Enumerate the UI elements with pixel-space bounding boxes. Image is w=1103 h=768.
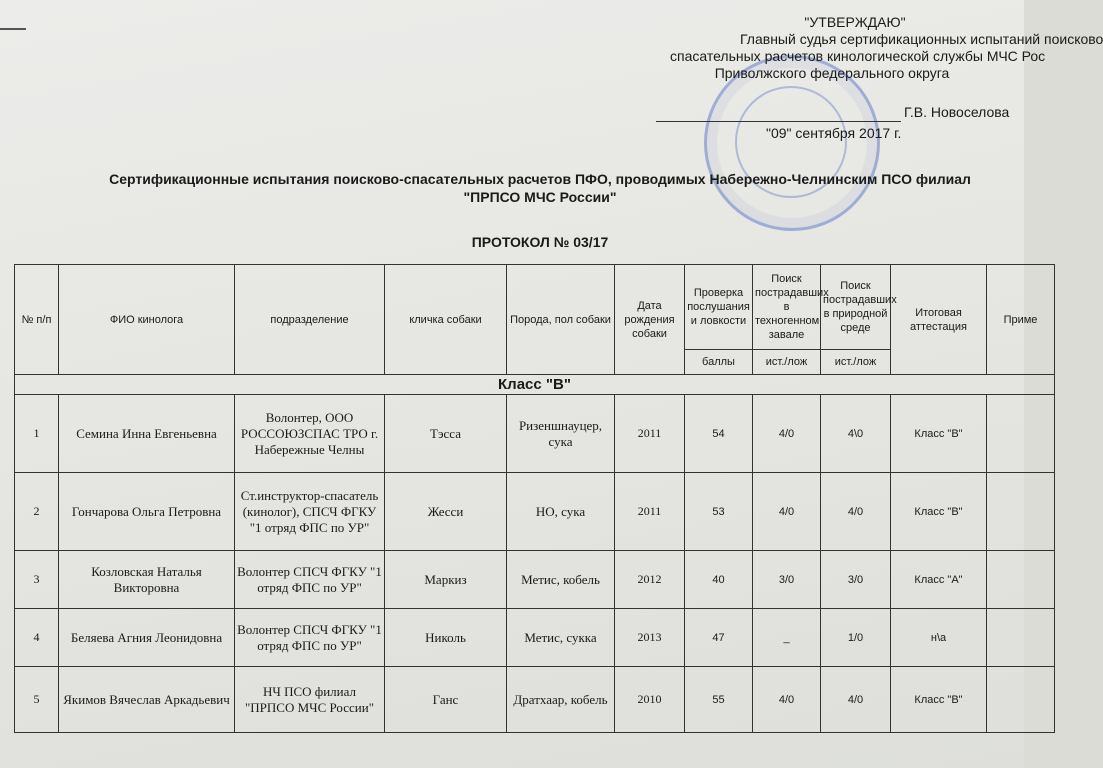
- cell-rubble: 4/0: [753, 667, 821, 733]
- results-table: [14, 264, 1055, 733]
- table-row: [15, 667, 1055, 733]
- header-search-nature: Поиск пострадавших в природной среде: [821, 265, 891, 350]
- cell-breed: Метис, сукка: [507, 609, 615, 667]
- cell-breed: Метис, кобель: [507, 551, 615, 609]
- cell-nature: 4/0: [821, 667, 891, 733]
- approval-line-3: Приволжского федерального округа: [714, 65, 950, 81]
- header-search-rubble: Поиск пострадавших в техногенном завале: [753, 265, 821, 350]
- cell-fio: Козловская Наталья Викторовна: [59, 551, 235, 609]
- cell-unit: Волонтер СПСЧ ФГКУ "1 отряд ФПС по УР": [235, 551, 385, 609]
- approval-date: "09" сентября 2017 г.: [766, 125, 902, 141]
- signer-name: Г.В. Новоселова: [904, 104, 1010, 120]
- cell-fio: Беляева Агния Леонидовна: [59, 609, 235, 667]
- cell-year: 2011: [615, 395, 685, 473]
- signature-line: [656, 121, 901, 122]
- cell-year: 2011: [615, 473, 685, 551]
- header-note: Приме: [987, 265, 1055, 375]
- header-fio: ФИО кинолога: [59, 265, 235, 375]
- cell-num: 3: [15, 551, 59, 609]
- cell-obedience: 53: [685, 473, 753, 551]
- cell-result: Класс "А": [891, 551, 987, 609]
- header-dog: кличка собаки: [385, 265, 507, 375]
- cell-year: 2010: [615, 667, 685, 733]
- cell-breed: Дратхаар, кобель: [507, 667, 615, 733]
- cell-breed: Ризеншнауцер, сука: [507, 395, 615, 473]
- cell-rubble: _: [753, 609, 821, 667]
- cell-result: н\а: [891, 609, 987, 667]
- cell-fio: Семина Инна Евгеньевна: [59, 395, 235, 473]
- cell-num: 1: [15, 395, 59, 473]
- cell-num: 5: [15, 667, 59, 733]
- cell-nature: 1/0: [821, 609, 891, 667]
- cell-num: 2: [15, 473, 59, 551]
- title-line-1: Сертификационные испытания поисково-спасательных расчетов ПФО, проводимых Набережно-Челнинским ПСО филиал: [109, 171, 971, 187]
- cell-dog: Маркиз: [385, 551, 507, 609]
- cell-nature: 4\0: [821, 395, 891, 473]
- cell-unit: Волонтер, ООО РОССОЮЗСПАС ТРО г. Набережные Челны: [235, 395, 385, 473]
- header-breed: Порода, пол собаки: [507, 265, 615, 375]
- class-row: [15, 375, 1055, 395]
- cell-num: 4: [15, 609, 59, 667]
- unit-search-nature: ист./лож: [821, 350, 891, 375]
- approval-heading: "УТВЕРЖДАЮ": [804, 14, 906, 30]
- cell-breed: НО, сука: [507, 473, 615, 551]
- edge-mark: [0, 28, 26, 30]
- table-row: [15, 473, 1055, 551]
- unit-search-rubble: ист./лож: [753, 350, 821, 375]
- cell-rubble: 4/0: [753, 395, 821, 473]
- cell-nature: 3/0: [821, 551, 891, 609]
- cell-dog: Тэсса: [385, 395, 507, 473]
- cell-obedience: 40: [685, 551, 753, 609]
- table-row: [15, 551, 1055, 609]
- cell-note: [987, 473, 1055, 551]
- header-row: [15, 265, 1055, 350]
- cell-fio: Якимов Вячеслав Аркадьевич: [59, 667, 235, 733]
- class-label: Класс "В": [15, 375, 1055, 395]
- cell-year: 2012: [615, 551, 685, 609]
- cell-unit: НЧ ПСО филиал "ПРПСО МЧС России": [235, 667, 385, 733]
- unit-obedience: баллы: [685, 350, 753, 375]
- protocol-number: ПРОТОКОЛ № 03/17: [471, 234, 609, 250]
- cell-note: [987, 551, 1055, 609]
- cell-obedience: 47: [685, 609, 753, 667]
- header-unit: подразделение: [235, 265, 385, 375]
- document-title: [40, 170, 1040, 206]
- cell-note: [987, 609, 1055, 667]
- cell-rubble: 3/0: [753, 551, 821, 609]
- table-row: [15, 609, 1055, 667]
- cell-dog: Ганс: [385, 667, 507, 733]
- approval-line-2: спасательных расчетов кинологической службы МЧС Рос: [670, 48, 1046, 64]
- header-obedience: Проверка послушания и ловкости: [685, 265, 753, 350]
- cell-obedience: 55: [685, 667, 753, 733]
- title-line-2: "ПРПСО МЧС России": [463, 189, 617, 205]
- header-result: Итоговая аттестация: [891, 265, 987, 375]
- cell-rubble: 4/0: [753, 473, 821, 551]
- approval-block: [600, 14, 1103, 82]
- cell-dog: Жесси: [385, 473, 507, 551]
- cell-note: [987, 667, 1055, 733]
- header-birth: Дата рождения собаки: [615, 265, 685, 375]
- cell-year: 2013: [615, 609, 685, 667]
- cell-unit: Ст.инструктор-спасатель (кинолог), СПСЧ ФГКУ "1 отряд ФПС по УР": [235, 473, 385, 551]
- table-row: [15, 395, 1055, 473]
- cell-obedience: 54: [685, 395, 753, 473]
- cell-unit: Волонтер СПСЧ ФГКУ "1 отряд ФПС по УР": [235, 609, 385, 667]
- cell-result: Класс "В": [891, 395, 987, 473]
- cell-nature: 4/0: [821, 473, 891, 551]
- approval-line-1: Главный судья сертификационных испытаний поисково: [740, 31, 1103, 47]
- cell-fio: Гончарова Ольга Петровна: [59, 473, 235, 551]
- cell-note: [987, 395, 1055, 473]
- cell-dog: Николь: [385, 609, 507, 667]
- cell-result: Класс "В": [891, 473, 987, 551]
- cell-result: Класс "В": [891, 667, 987, 733]
- header-num: № п/п: [15, 265, 59, 375]
